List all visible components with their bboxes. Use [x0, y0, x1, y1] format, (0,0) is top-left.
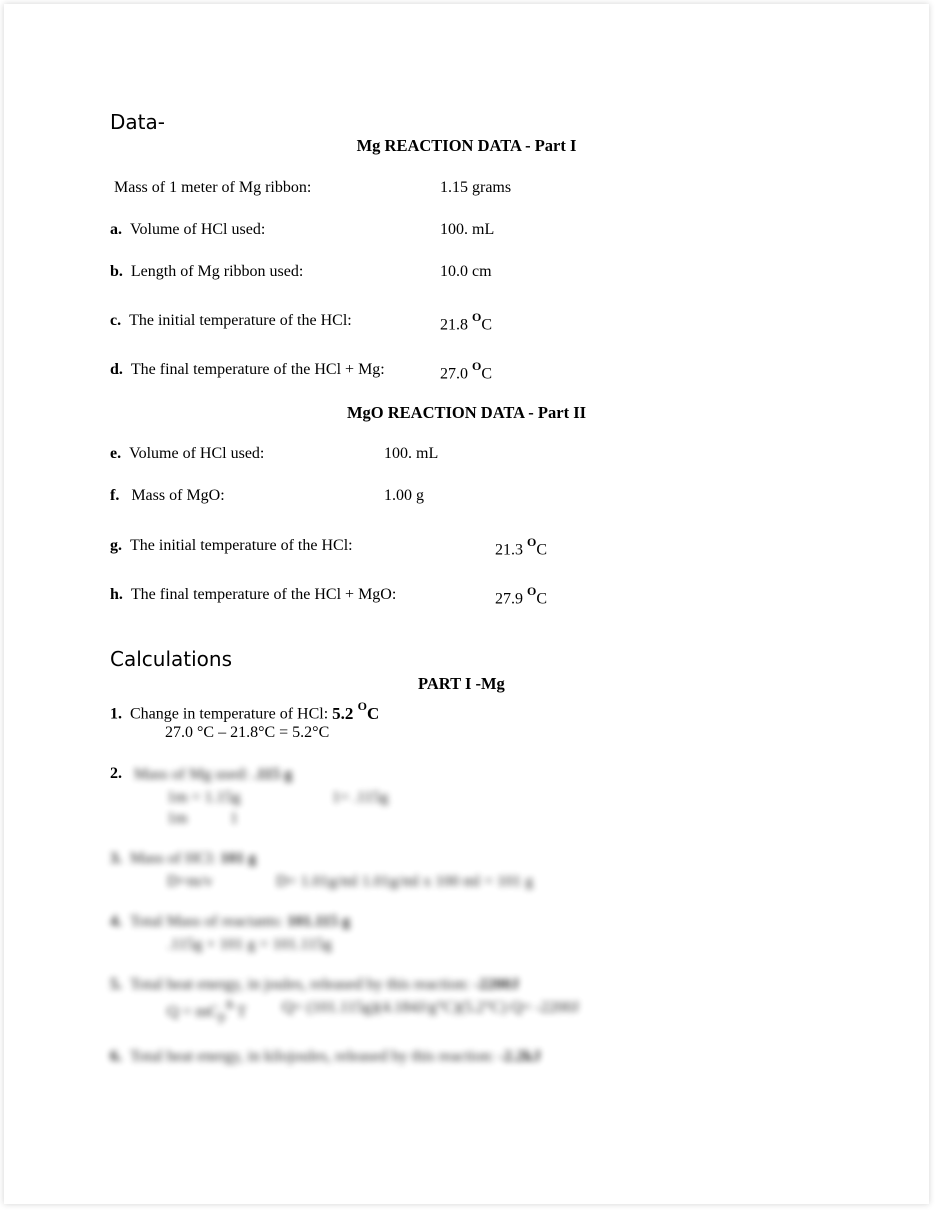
part2-title: MgO REACTION DATA - Part II — [346, 403, 587, 422]
row-b — [110, 263, 303, 281]
row-c — [110, 312, 352, 330]
calc2-work1a: 1m = 1.15g — [167, 789, 241, 806]
calc1-label: Change in temperature of HCl: — [130, 705, 329, 723]
row-h-number: 27.9 — [495, 590, 523, 608]
calc5-work-sup: Δ — [225, 997, 233, 1011]
calc-part-title: PART I -Mg — [418, 674, 505, 693]
row-g-letter: g. — [110, 537, 122, 554]
row-h-degree: O — [527, 584, 537, 598]
calc2-work2a: 1m — [167, 810, 188, 827]
calc4-number: 4. — [110, 913, 122, 930]
calc1-number: 1. — [110, 705, 122, 723]
row-d-unit: C — [481, 365, 493, 383]
calc5-work-c: Q= (101.115g)(4.184J/g°C)(5.2°C) Q= -2200J — [282, 999, 579, 1016]
calc2-work2b: 1 — [230, 810, 238, 827]
data-heading: Data- — [110, 110, 165, 134]
row-d-label: The final temperature of the HCl + Mg: — [130, 361, 385, 378]
calc6-line — [110, 1048, 541, 1066]
calc4-answer: 101.115 g — [287, 913, 351, 930]
calc5-formula — [167, 999, 247, 1025]
row-f-letter: f. — [110, 487, 120, 504]
row-e-letter: e. — [110, 445, 122, 462]
calc3-work-a: D=m/v — [167, 873, 213, 890]
row-d-degree: O — [472, 359, 482, 373]
row-d — [110, 361, 385, 379]
row-c-unit: C — [481, 316, 493, 334]
row-g-number: 21.3 — [495, 541, 523, 559]
calc5-answer: -2200J — [473, 976, 519, 993]
row-b-value: 10.0 cm — [440, 263, 492, 280]
row-e — [110, 445, 264, 463]
calc1-unit: C — [367, 703, 380, 723]
row-f-value: 1.00 g — [384, 487, 424, 504]
row-c-letter: c. — [110, 312, 122, 329]
row-g-value — [495, 537, 547, 559]
row-g — [110, 537, 353, 555]
row-g-label: The initial temperature of the HCl: — [130, 537, 353, 554]
calc2-number — [110, 765, 122, 783]
row-h — [110, 586, 396, 604]
row-h-label: The final temperature of the HCl + MgO: — [130, 586, 397, 603]
calc2-line — [134, 766, 292, 784]
calc6-label: Total heat energy, in kilojoules, released by this reaction: — [130, 1048, 495, 1065]
calc4-label: Total Mass of reactants: — [130, 913, 284, 930]
row-a-value: 100. mL — [440, 221, 495, 238]
calc5-work-sub: p — [218, 1008, 226, 1024]
document-page — [4, 4, 929, 1204]
row-f — [110, 487, 225, 505]
row-c-label: The initial temperature of the HCl: — [129, 312, 352, 329]
row-d-value — [440, 361, 492, 383]
calc3-work-b: D= 1.01g/ml 1.01g/ml x 100 ml = 101 g — [276, 873, 534, 890]
row-d-number: 27.0 — [440, 365, 468, 383]
part1-title: Mg REACTION DATA - Part I — [356, 136, 577, 155]
calc6-answer: -2.2kJ — [498, 1048, 541, 1065]
calc5-label: Total heat energy, in joules, released by this reaction: — [130, 976, 470, 993]
row-a-letter: a. — [110, 221, 122, 238]
calc3-line — [110, 850, 256, 868]
calc5-work-a: Q = mC — [167, 1003, 219, 1021]
calc1-answer-value: 5.2 — [332, 703, 354, 723]
mass-value: 1.15 grams — [440, 179, 512, 196]
calc5-line — [110, 976, 519, 994]
row-f-label: Mass of MgO: — [131, 487, 225, 504]
calc5-number: 5. — [110, 976, 122, 993]
calc3-label: Mass of HCl: — [130, 850, 217, 867]
calc2-label: Mass of Mg used: — [134, 766, 250, 783]
row-g-degree: O — [527, 535, 537, 549]
row-h-value — [495, 586, 547, 608]
calc6-number: 6. — [110, 1048, 122, 1065]
row-a — [110, 221, 265, 239]
calc1-degree: O — [357, 699, 368, 713]
row-a-label: Volume of HCl used: — [130, 221, 266, 238]
row-e-label: Volume of HCl used: — [129, 445, 265, 462]
calc1 — [110, 701, 379, 724]
calc3-number: 3. — [110, 850, 122, 867]
calc4-work: .115g + 101 g = 101.115g — [167, 936, 332, 953]
calc2-work1b: 1= .115g — [332, 789, 389, 806]
row-b-label: Length of Mg ribbon used: — [130, 263, 304, 280]
calc2-answer: .115 g — [253, 766, 293, 783]
row-g-unit: C — [536, 541, 548, 559]
row-c-value — [440, 312, 492, 334]
calc4-line — [110, 913, 350, 931]
calc2-num: 2. — [110, 765, 122, 782]
calc1-work: 27.0 °C – 21.8°C = 5.2°C — [165, 724, 330, 741]
calc3-answer: 101 g — [220, 850, 257, 867]
row-b-letter: b. — [110, 263, 123, 280]
mass-label: Mass of 1 meter of Mg ribbon: — [114, 179, 312, 196]
calc1-answer — [332, 699, 380, 723]
row-e-value: 100. mL — [384, 445, 439, 462]
row-c-number: 21.8 — [440, 316, 468, 334]
row-c-degree: O — [472, 310, 482, 324]
calculations-heading: Calculations — [110, 647, 232, 671]
row-d-letter: d. — [110, 361, 123, 378]
row-h-letter: h. — [110, 586, 123, 603]
row-h-unit: C — [536, 590, 548, 608]
calc5-work-b: T — [236, 1003, 247, 1021]
